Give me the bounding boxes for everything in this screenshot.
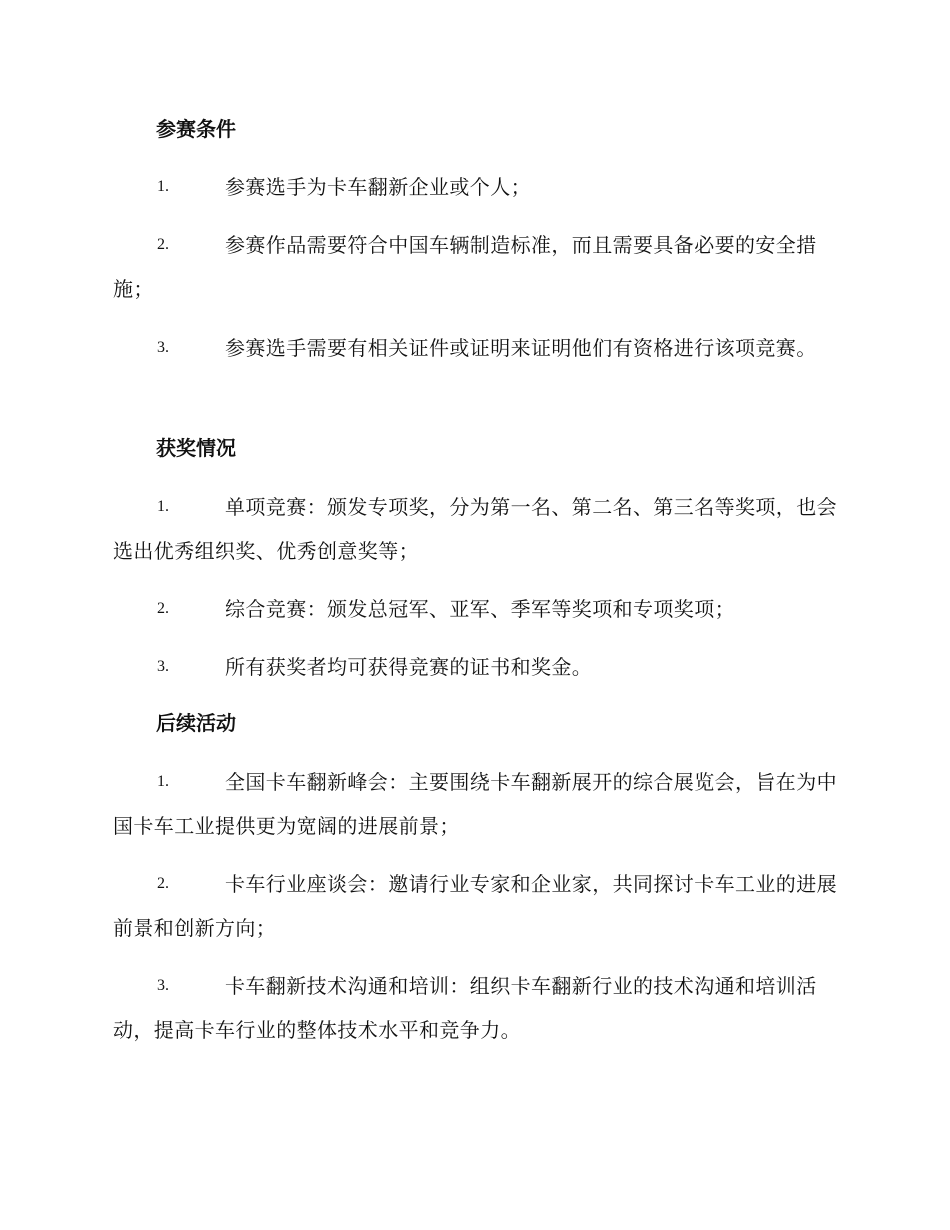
list-item-text: 参赛选手为卡车翻新企业或个人；	[225, 175, 531, 199]
list-number: 1.	[157, 178, 169, 195]
list-number: 2.	[157, 875, 169, 892]
list-number: 1.	[157, 773, 169, 790]
list-item-text: 全国卡车翻新峰会：主要围绕卡车翻新展开的综合展览会，旨在为中国卡车工业提供更为宽阔的进展前景；	[113, 770, 837, 838]
list-item-text: 卡车行业座谈会：邀请行业专家和企业家，共同探讨卡车工业的进展前景和创新方向；	[113, 872, 837, 940]
list-item-text: 参赛作品需要符合中国车辆制造标准，而且需要具备必要的安全措施；	[113, 233, 817, 301]
list-number: 2.	[157, 236, 169, 253]
list-number: 3.	[157, 658, 169, 675]
list-item-text: 所有获奖者均可获得竞赛的证书和奖金。	[225, 655, 593, 679]
list-item-text: 单项竞赛：颁发专项奖，分为第一名、第二名、第三名等奖项，也会选出优秀组织奖、优秀创意奖等；	[113, 495, 837, 563]
section-heading-follow-up: 后续活动	[156, 711, 236, 735]
list-item-text: 参赛选手需要有相关证件或证明来证明他们有资格进行该项竞赛。	[225, 336, 817, 360]
section-heading-participation: 参赛条件	[156, 117, 236, 141]
list-item-text: 综合竞赛：颁发总冠军、亚军、季军等奖项和专项奖项；	[225, 597, 735, 621]
list-number: 1.	[157, 498, 169, 515]
section-heading-awards: 获奖情况	[156, 436, 236, 460]
list-number: 3.	[157, 339, 169, 356]
list-item-text: 卡车翻新技术沟通和培训：组织卡车翻新行业的技术沟通和培训活动，提高卡车行业的整体技术水平和竞争力。	[113, 974, 817, 1042]
list-number: 2.	[157, 600, 169, 617]
list-number: 3.	[157, 977, 169, 994]
